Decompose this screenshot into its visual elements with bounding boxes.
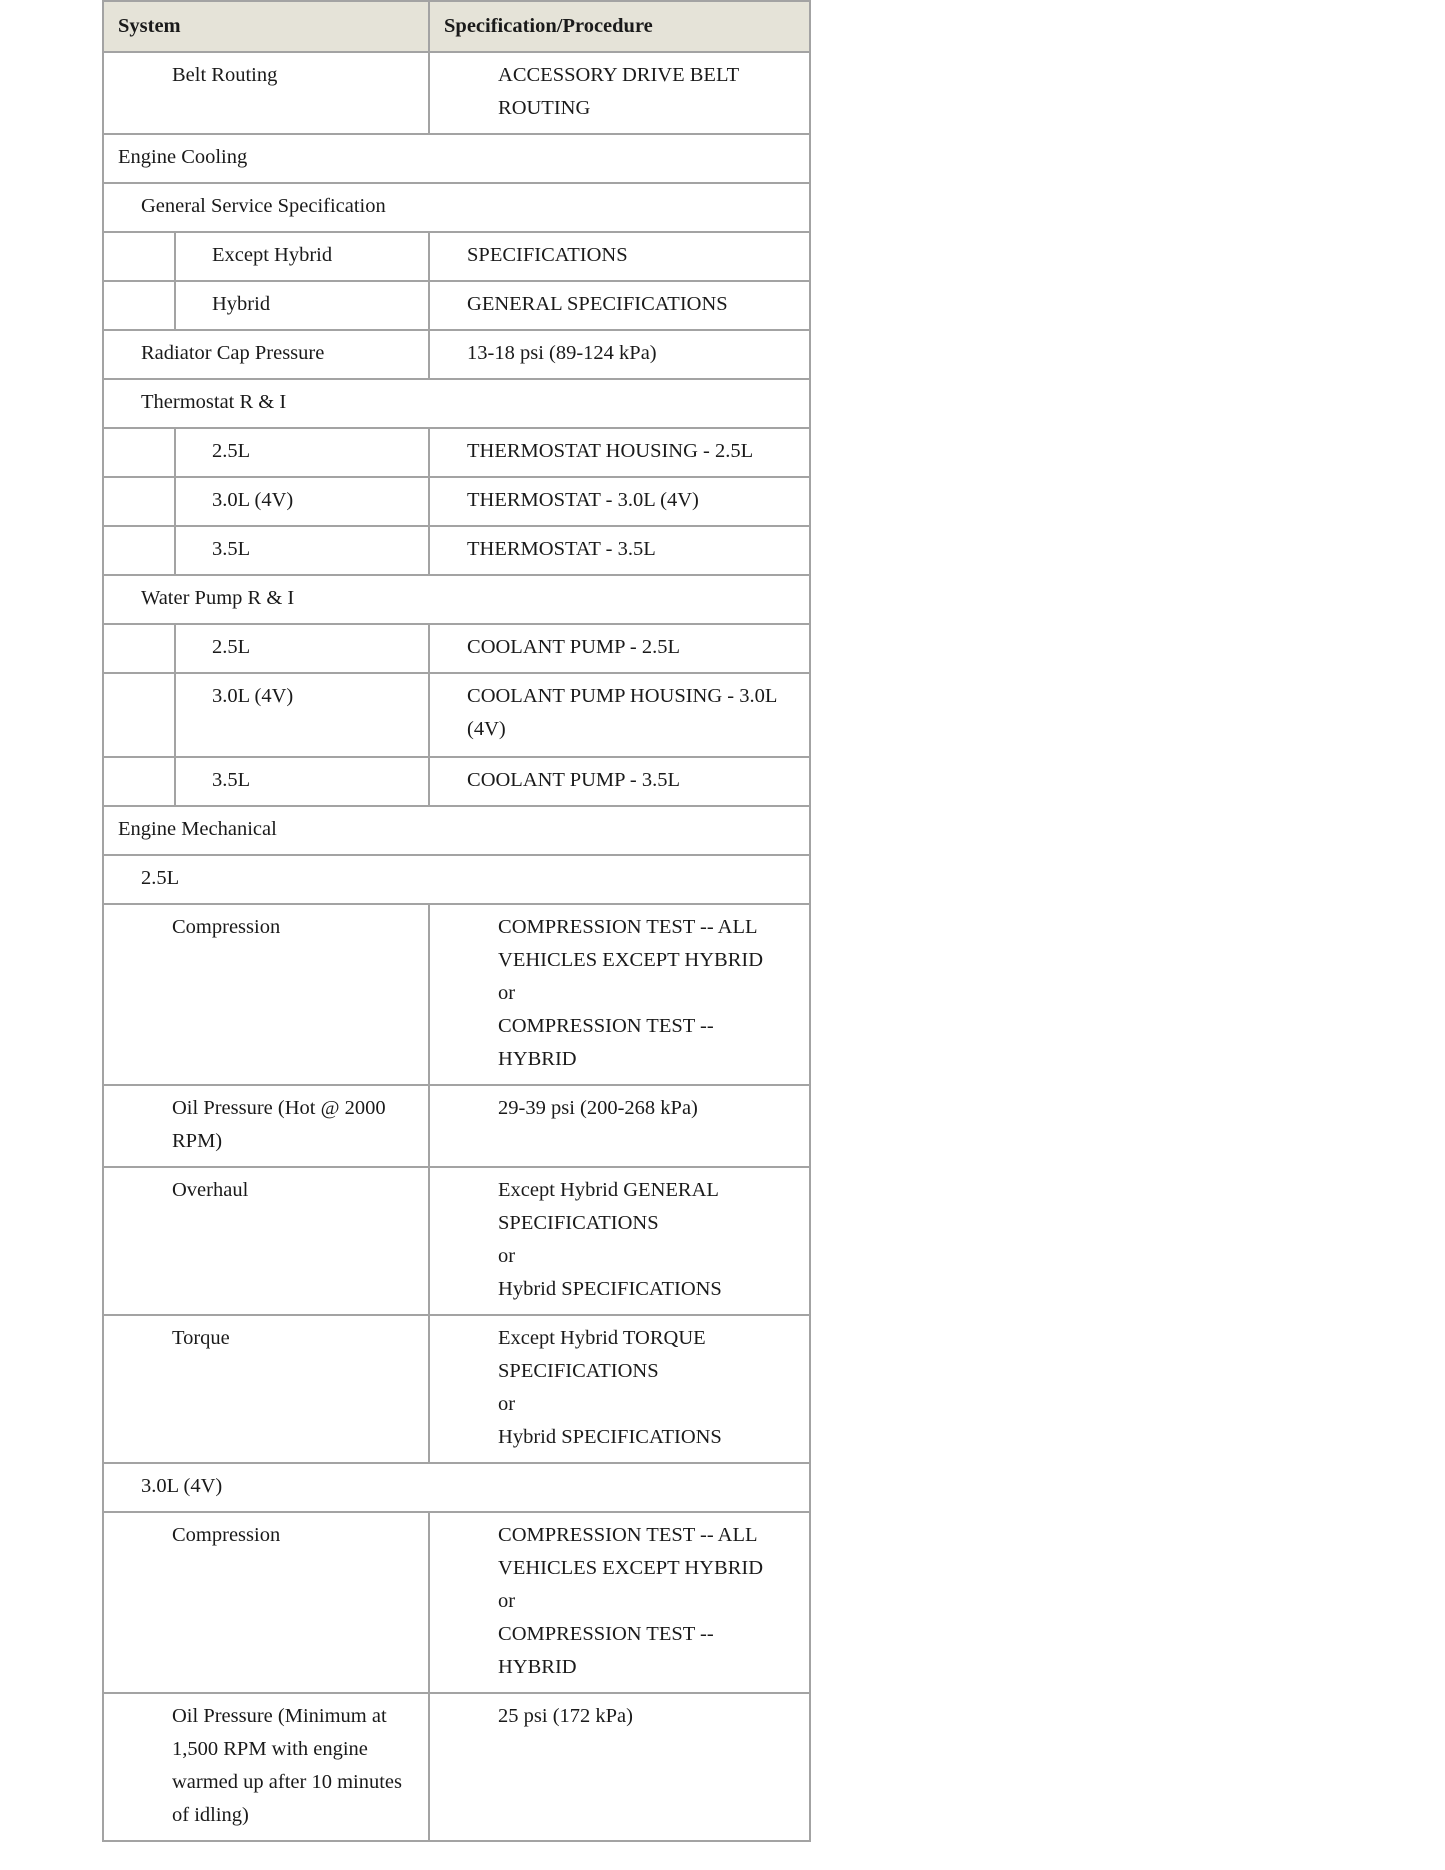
section-row	[103, 183, 810, 232]
table-row	[103, 757, 810, 806]
table-row	[103, 1085, 810, 1167]
section-row	[103, 379, 810, 428]
system-cell: 3.5L	[175, 757, 429, 806]
system-cell: Oil Pressure (Minimum at 1,500 RPM with engine warmed up after 10 minutes of idling)	[103, 1693, 429, 1841]
section-row	[103, 806, 810, 855]
table-row	[103, 232, 810, 281]
table-row	[103, 330, 810, 379]
spec-cell	[429, 1315, 810, 1463]
table-row	[103, 624, 810, 673]
spec-cell: THERMOSTAT - 3.5L	[429, 526, 810, 575]
table-row	[103, 1512, 810, 1693]
table-row	[103, 477, 810, 526]
specification-table	[102, 0, 811, 1842]
table-row	[103, 1693, 810, 1841]
table-row	[103, 1167, 810, 1315]
spec-line: Hybrid SPECIFICATIONS	[498, 1426, 722, 1448]
spec-cell	[429, 1167, 810, 1315]
indent-cell	[103, 232, 175, 281]
indent-cell	[103, 673, 175, 757]
spec-cell: COOLANT PUMP HOUSING - 3.0L (4V)	[429, 673, 810, 757]
or-separator: or	[498, 1245, 516, 1267]
table-row	[103, 1315, 810, 1463]
or-separator: or	[498, 982, 516, 1004]
system-cell: Except Hybrid	[175, 232, 429, 281]
section-label: 3.0L (4V)	[103, 1463, 810, 1512]
system-cell: Hybrid	[175, 281, 429, 330]
spec-cell: ACCESSORY DRIVE BELT ROUTING	[429, 52, 810, 134]
indent-cell	[103, 624, 175, 673]
table-header-row	[103, 1, 810, 52]
section-label: Water Pump R & I	[103, 575, 810, 624]
system-cell: 2.5L	[175, 624, 429, 673]
section-label: General Service Specification	[103, 183, 810, 232]
section-row	[103, 1463, 810, 1512]
or-separator: or	[498, 1393, 516, 1415]
section-row	[103, 134, 810, 183]
section-label: Engine Cooling	[103, 134, 810, 183]
spec-line: Except Hybrid TORQUE SPECIFICATIONS	[498, 1327, 706, 1382]
indent-cell	[103, 477, 175, 526]
spec-cell: COOLANT PUMP - 2.5L	[429, 624, 810, 673]
spec-line: COMPRESSION TEST -- HYBRID	[498, 1623, 714, 1678]
spec-line: Hybrid SPECIFICATIONS	[498, 1278, 722, 1300]
indent-cell	[103, 428, 175, 477]
spec-cell	[429, 904, 810, 1085]
table-row	[103, 281, 810, 330]
system-cell: Compression	[103, 904, 429, 1085]
header-spec: Specification/Procedure	[429, 1, 810, 52]
indent-cell	[103, 281, 175, 330]
spec-cell: SPECIFICATIONS	[429, 232, 810, 281]
system-cell: Overhaul	[103, 1167, 429, 1315]
spec-cell: 13-18 psi (89-124 kPa)	[429, 330, 810, 379]
section-label: Thermostat R & I	[103, 379, 810, 428]
spec-cell: THERMOSTAT HOUSING - 2.5L	[429, 428, 810, 477]
table-row	[103, 904, 810, 1085]
system-cell: 3.5L	[175, 526, 429, 575]
system-cell: Compression	[103, 1512, 429, 1693]
spec-cell: GENERAL SPECIFICATIONS	[429, 281, 810, 330]
spec-line: Except Hybrid GENERAL SPECIFICATIONS	[498, 1179, 719, 1234]
indent-cell	[103, 757, 175, 806]
spec-line: COMPRESSION TEST -- ALL VEHICLES EXCEPT HYBRID	[498, 916, 764, 971]
table-row	[103, 673, 810, 757]
spec-cell	[429, 1512, 810, 1693]
indent-cell	[103, 526, 175, 575]
spec-cell: 25 psi (172 kPa)	[429, 1693, 810, 1841]
header-system: System	[103, 1, 429, 52]
system-cell: 2.5L	[175, 428, 429, 477]
section-row	[103, 855, 810, 904]
spec-line: COMPRESSION TEST -- ALL VEHICLES EXCEPT HYBRID	[498, 1524, 764, 1579]
system-cell: Oil Pressure (Hot @ 2000 RPM)	[103, 1085, 429, 1167]
system-cell: Belt Routing	[103, 52, 429, 134]
table-row	[103, 526, 810, 575]
table-row	[103, 428, 810, 477]
system-cell: Torque	[103, 1315, 429, 1463]
table-row	[103, 52, 810, 134]
system-cell: 3.0L (4V)	[175, 477, 429, 526]
section-row	[103, 575, 810, 624]
spec-line: COMPRESSION TEST -- HYBRID	[498, 1015, 714, 1070]
spec-cell: 29-39 psi (200-268 kPa)	[429, 1085, 810, 1167]
system-cell: 3.0L (4V)	[175, 673, 429, 757]
section-label: 2.5L	[103, 855, 810, 904]
spec-cell: COOLANT PUMP - 3.5L	[429, 757, 810, 806]
section-label: Engine Mechanical	[103, 806, 810, 855]
or-separator: or	[498, 1590, 516, 1612]
spec-cell: THERMOSTAT - 3.0L (4V)	[429, 477, 810, 526]
system-cell: Radiator Cap Pressure	[103, 330, 429, 379]
